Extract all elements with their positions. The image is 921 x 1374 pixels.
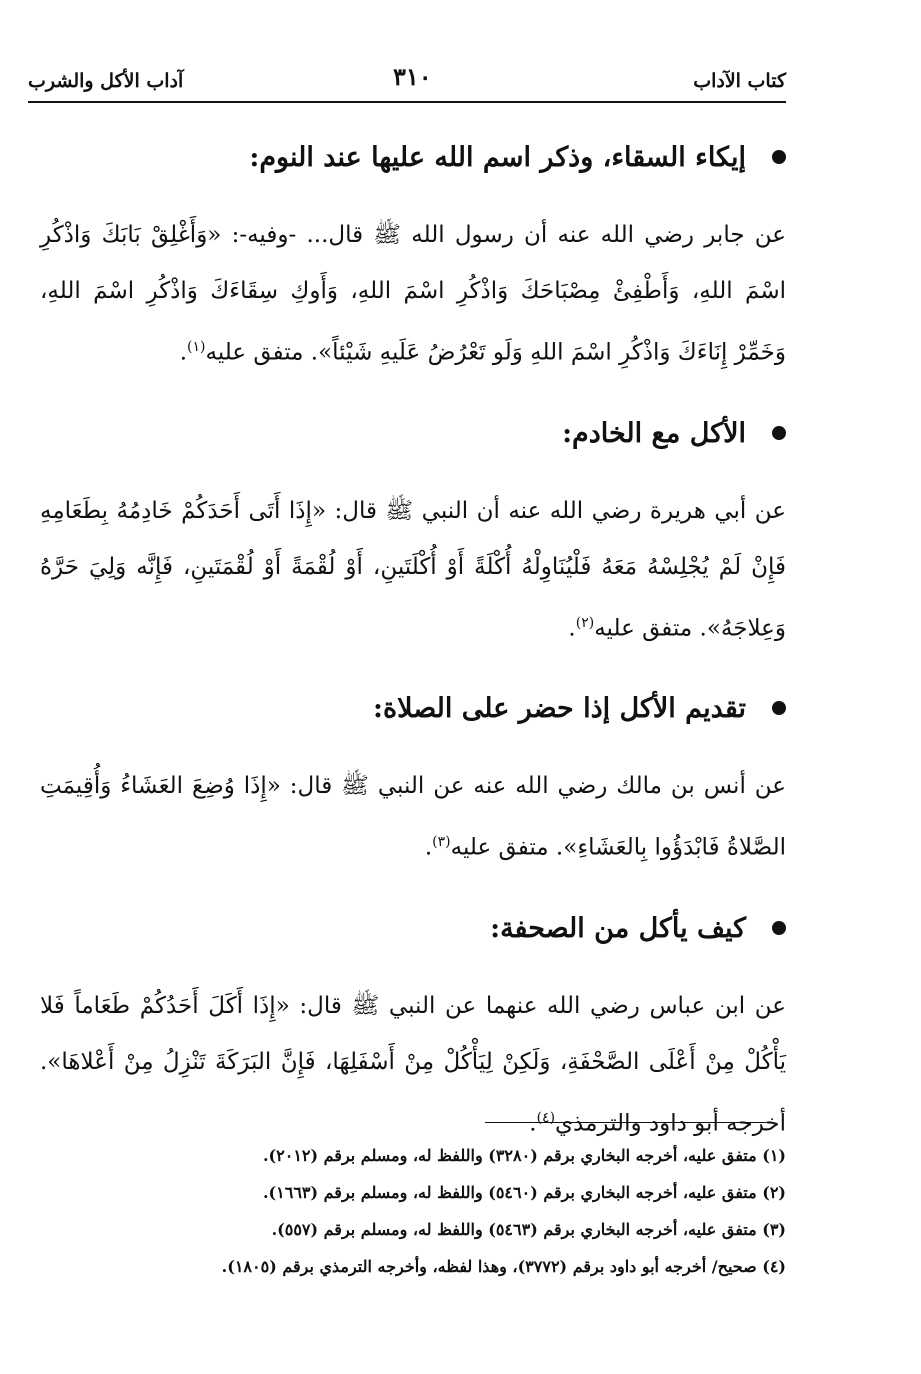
bullet-icon [772,701,786,715]
hadith-paragraph: عن جابر رضي الله عنه أن رسول الله ﷺ قال... -وفيه-: «وَأَغْلِقْ بَابَكَ وَاذْكُرِ اسْمَ اللهِ، وَأَطْفِئْ مِصْبَاحَكَ وَاذْكُرِ اسْمَ اللهِ، وَأَوكِ سِقَاءَكَ وَاذْكُرِ اسْمَ اللهِ، وَخَمِّرْ إِنَاءَكَ وَاذْكُرِ اسْمَ اللهِ وَلَو تَعْرُضُ عَلَيهِ شَيْئاً». متفق عليه$^{(١)}$. [40,222,786,366]
footnote-ref[interactable]: (٤) [536,1109,556,1126]
section-heading: كيف يأكل من الصحفة: [40,906,786,952]
section-heading: تقديم الأكل إذا حضر على الصلاة: [40,686,786,732]
footnotes [120,1137,786,1285]
section-heading: الأكل مع الخادم: [40,411,786,457]
chapter-title: آداب الأكل والشرب [28,70,184,92]
footnote-item: (٢) متفق عليه، أخرجه البخاري برقم (٥٤٦٠) واللفظ له، ومسلم برقم (١٦٦٣). [262,1183,786,1202]
footnote-ref[interactable]: (٣) [432,834,451,851]
section-food-before-prayer [40,686,786,876]
bullet-icon [772,921,786,935]
section-heading: إيكاء السقاء، وذكر اسم الله عليها عند النوم: [40,135,786,181]
book-title: كتاب الآداب [693,70,786,92]
hadith-paragraph: عن أنس بن مالك رضي الله عنه عن النبي ﷺ قال: «إِذَا وُضِعَ العَشَاءُ وَأُقِيمَتِ الصَّلاةُ فَابْدَؤُوا بِالعَشَاءِ». متفق عليه$^{(٣)}$. [40,773,786,861]
footnote-item: (١) متفق عليه، أخرجه البخاري برقم (٣٢٨٠) واللفظ له، ومسلم برقم (٢٠١٢). [262,1146,786,1165]
section-eating-from-dish [40,906,786,1152]
footnote-ref[interactable]: (٢) [575,614,595,631]
bullet-icon [772,150,786,164]
page-body [40,135,786,1182]
footnote-ref[interactable]: (١) [187,339,206,355]
hadith-paragraph: عن ابن عباس رضي الله عنهما عن النبي ﷺ قال: «إِذَا أَكَلَ أَحَدُكُمْ طَعَاماً فَلا يَأْكُلْ مِنْ أَعْلَى الصَّحْفَةِ، وَلَكِنْ لِيَأْكُلْ مِنْ أَسْفَلِهَا، فَإِنَّ البَرَكَةَ تَنْزِلُ مِنْ أَعْلاهَا». أخرجه أبو داود والترمذي$^{(٤)}$. [40,992,786,1137]
footnote-item: (٣) متفق عليه، أخرجه البخاري برقم (٥٤٦٣) واللفظ له، ومسلم برقم (٥٥٧). [271,1220,786,1239]
section-tying-waterskin [40,135,786,381]
hadith-paragraph: عن أبي هريرة رضي الله عنه أن النبي ﷺ قال: «إِذَا أَتَى أَحَدَكُمْ خَادِمُهُ بِطَعَامِهِ فَإِنْ لَمْ يُجْلِسْهُ مَعَهُ فَلْيُنَاوِلْهُ أُكْلَةً أَوْ أُكْلَتَينِ، أَوْ لُقْمَةً أَوْ لُقْمَتَينِ، فَإِنَّه وَلِيَ حَرَّهُ وَعِلاجَهُ». متفق عليه$^{(٢)}$. [40,497,786,642]
footnote-divider [485,1122,770,1123]
footnote-item: (٤) صحيح/ أخرجه أبو داود برقم (٣٧٧٢)، وهذا لفظه، وأخرجه الترمذي برقم (١٨٠٥). [221,1257,786,1276]
section-eating-with-servant [40,411,786,657]
header-divider [28,101,786,103]
bullet-icon [772,426,786,440]
page-number: ٣١٠ [393,62,432,91]
running-header [28,62,786,94]
